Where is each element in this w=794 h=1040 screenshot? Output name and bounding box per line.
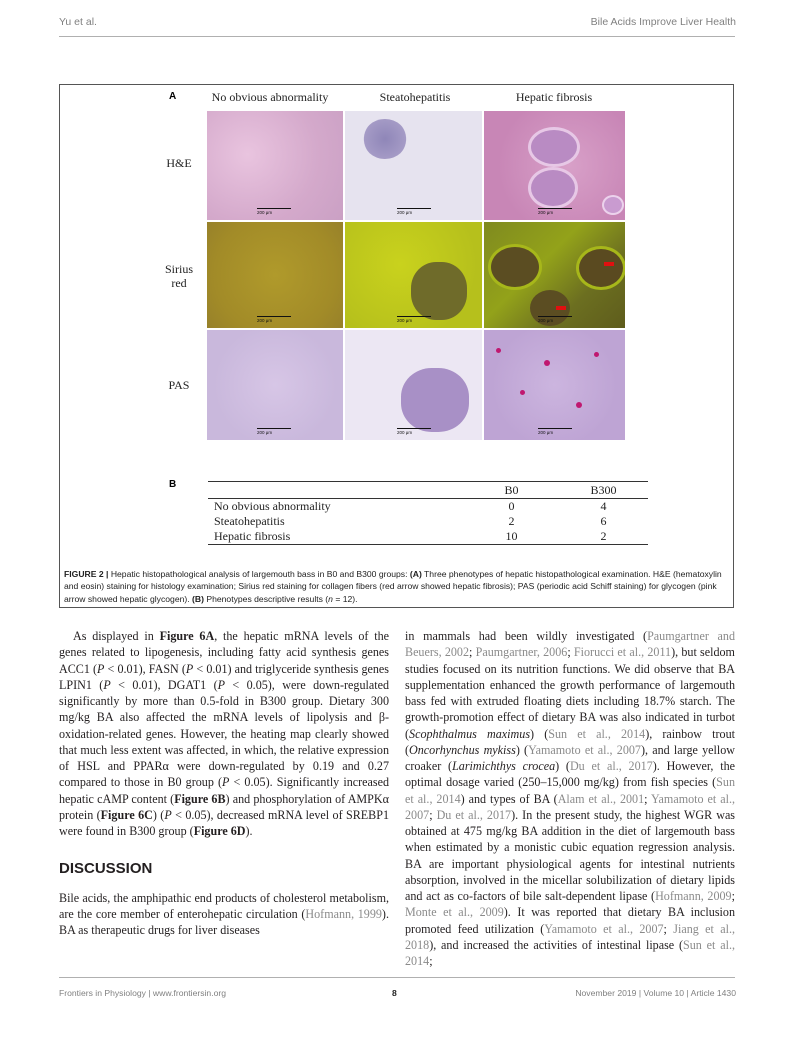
micrograph-pas-fibrosis bbox=[484, 330, 625, 440]
footer-issue: November 2019 | Volume 10 | Article 1430 bbox=[575, 988, 736, 998]
red-arrow-icon bbox=[556, 306, 566, 310]
column-header-steatohepatitis: Steatohepatitis bbox=[379, 90, 451, 104]
citation-link[interactable]: Hofmann, 2009 bbox=[655, 889, 732, 903]
text-run: ) ( bbox=[152, 807, 165, 822]
text-run: P bbox=[222, 775, 230, 790]
text-run: ), and increased the activities of intestinal lipase ( bbox=[429, 937, 684, 952]
scale-bar: 200 μm bbox=[397, 428, 431, 435]
citation-link[interactable]: Alam et al., 2001 bbox=[557, 791, 645, 806]
micrograph-pas-normal bbox=[207, 330, 343, 440]
micrograph-sirius-steatohepatitis bbox=[345, 222, 482, 328]
citation-link[interactable]: Jiang et al., 2018 bbox=[405, 921, 735, 952]
table-row: Steatohepatitis 2 6 bbox=[214, 514, 607, 528]
row-label-he: H&E bbox=[166, 156, 192, 170]
citation-link[interactable]: Yamamoto et al., 2007 bbox=[528, 742, 641, 757]
text-run: P bbox=[103, 677, 111, 692]
text-run: ), rainbow trout ( bbox=[405, 726, 735, 757]
running-header-authors: Yu et al. bbox=[59, 16, 97, 28]
citation-link[interactable]: Yamamoto et al., 2007 bbox=[544, 921, 664, 936]
column-header-fibrosis: Hepatic fibrosis bbox=[515, 90, 593, 104]
text-run: ; bbox=[469, 645, 476, 660]
citation-link[interactable]: Du et al., 2017 bbox=[436, 807, 512, 822]
micrograph-he-normal bbox=[207, 111, 343, 220]
text-run: ) ( bbox=[515, 742, 529, 757]
text-run[interactable]: Figure 6D bbox=[193, 824, 246, 838]
paragraph-results bbox=[59, 628, 389, 839]
text-run: As displayed in bbox=[73, 629, 160, 643]
phenotype-table bbox=[208, 481, 648, 545]
micrograph-pas-steatohepatitis bbox=[345, 330, 482, 440]
text-run: ) ( bbox=[530, 726, 549, 741]
table-header-b300: B300 bbox=[559, 482, 648, 499]
micrograph-he-fibrosis bbox=[484, 111, 625, 220]
text-run[interactable]: Figure 6B bbox=[174, 791, 226, 806]
figure-2-box bbox=[59, 84, 734, 608]
text-run: ) and types of BA ( bbox=[460, 791, 558, 806]
table-header-b0: B0 bbox=[464, 482, 559, 499]
text-run: Scophthalmus maximus bbox=[409, 726, 531, 741]
text-run: ). It was reported that dietary BA inclusion promoted feed utilization ( bbox=[405, 905, 735, 936]
right-column bbox=[405, 628, 735, 969]
citation-link[interactable]: Sun et al., 2014 bbox=[405, 775, 735, 806]
text-run: P bbox=[97, 661, 105, 676]
table-header-row bbox=[208, 482, 648, 499]
citation-link[interactable]: Paumgartner, 2006 bbox=[475, 645, 568, 660]
text-run: , the hepatic mRNA levels of the genes related to lipogenesis, including fatty acid synthesis genes ACC1 ( bbox=[59, 629, 390, 676]
header-rule bbox=[59, 36, 735, 37]
text-run: < 0.05). Significantly increased hepatic cAMP content ( bbox=[59, 775, 389, 806]
citation-link[interactable]: Yamamoto et al., 2007 bbox=[405, 791, 735, 822]
table-row: Hepatic fibrosis 10 2 bbox=[208, 529, 648, 545]
page-number: 8 bbox=[392, 988, 397, 998]
red-arrow-icon bbox=[604, 262, 614, 266]
text-run: < 0.05), decreased mRNA level of SREBP1 were found in B300 group ( bbox=[59, 807, 390, 838]
section-heading-discussion: DISCUSSION bbox=[59, 860, 153, 878]
text-run[interactable]: Figure 6A bbox=[159, 629, 215, 643]
citation-link[interactable]: Hofmann, 1999 bbox=[305, 906, 382, 921]
text-run: Oncorhynchus mykiss bbox=[409, 742, 516, 757]
text-run: P bbox=[164, 807, 172, 822]
text-run: ), but seldom studies focused on its nutrition functions. We did observe that BA supplementation enhanced the growth performance of largemouth bass fed with extruded floating diets including 18.7% starch. The growth-promotion effect of dietary BA was also indicated in turbot ( bbox=[405, 645, 735, 741]
text-run: < 0.01), FASN ( bbox=[104, 661, 186, 676]
text-run: ; bbox=[644, 791, 652, 806]
scale-bar: 200 μm bbox=[257, 428, 291, 435]
text-run: ; bbox=[429, 954, 433, 968]
scale-bar: 200 μm bbox=[538, 428, 572, 435]
figure-caption: FIGURE 2 | Hepatic histopathological analysis of largemouth bass in B0 and B300 groups: (A) Three phenotypes of hepatic histopathological examination. H&E (hematoxylin and eosin) staining for histology examination; Sirius red staining for collagen fibers (red arrow showed hepatic fibrosis); PAS (periodic acid Schiff staining) for glycogen (pink arrow showed hepatic glycogen). (B) Phenotypes descriptive results (n = 12). bbox=[64, 569, 722, 604]
text-run: ). bbox=[245, 824, 253, 838]
left-column bbox=[59, 628, 389, 938]
text-run: ). However, the optimal dosage varied (250–15,000 mg/kg) from fish species ( bbox=[405, 759, 735, 790]
scale-bar: 200 μm bbox=[397, 208, 431, 215]
scale-bar: 200 μm bbox=[538, 208, 572, 215]
citation-link[interactable]: Sun et al., 2014 bbox=[405, 937, 736, 968]
text-run: ; bbox=[429, 807, 437, 822]
text-run: ) and phosphorylation of AMPKα protein ( bbox=[59, 791, 389, 822]
text-run: P bbox=[185, 661, 194, 676]
text-run: ). BA as therapeutic drugs for liver diseases bbox=[59, 906, 389, 937]
row-label-pas: PAS bbox=[168, 378, 190, 392]
row-label-sirius-red: Sirius red bbox=[164, 262, 193, 290]
text-run: < 0.01) and triglyceride synthesis genes LPIN1 ( bbox=[59, 661, 389, 692]
micrograph-sirius-fibrosis bbox=[484, 222, 625, 328]
text-run: ). In the present study, the highest WGR was obtained at 475 mg/kg BA addition in the diet of largemouth bass when estimated by a monistic cubic equation regression analysis. BA are important physiological agents for intestinal nutrients absorption, involved in the micellar solubilization of dietary lipids and act as co-factors of bile salt-dependent lipase ( bbox=[405, 807, 736, 903]
panel-a-label: A bbox=[169, 91, 177, 102]
text-run: ; bbox=[731, 889, 735, 903]
text-run: ; bbox=[567, 645, 574, 660]
footer-journal: Frontiers in Physiology | www.frontiersin.org bbox=[59, 988, 227, 998]
paragraph-discussion bbox=[59, 890, 389, 939]
footer-rule bbox=[59, 977, 735, 978]
text-run: Bile acids, the amphipathic end products of cholesterol metabolism, are the core member of enterohepatic circulation ( bbox=[59, 890, 389, 921]
text-run: < 0.01), DGAT1 ( bbox=[110, 677, 218, 692]
text-run: ; bbox=[663, 921, 674, 936]
micrograph-he-steatohepatitis bbox=[345, 111, 482, 220]
running-header-title: Bile Acids Improve Liver Health bbox=[590, 16, 736, 28]
text-run: ), and large yellow croaker ( bbox=[405, 742, 736, 773]
text-run: < 0.05), were down-regulated significantly by more than 0.5-fold in B300 group. Dietary 300 mg/kg BA also affected the mRNA levels of lipolysis and β-oxidation-related genes. However, the heating map clearly showed that much less extent was affected, in which, the relative expression of HSL and PPARα were down-regulated by 0.19 and 0.27 compared to those in B0 group ( bbox=[59, 677, 389, 790]
text-run: ) ( bbox=[555, 759, 570, 773]
panel-b-label: B bbox=[169, 479, 177, 490]
scale-bar: 200 μm bbox=[538, 316, 572, 323]
citation-link[interactable]: Du et al., 2017 bbox=[569, 759, 653, 773]
column-header-normal: No obvious abnormality bbox=[211, 90, 329, 104]
citation-link[interactable]: Paumgartner and Beuers, 2002 bbox=[405, 629, 735, 660]
scale-bar: 200 μm bbox=[257, 208, 291, 215]
micrograph-sirius-normal bbox=[207, 222, 343, 328]
table-row: No obvious abnormality 0 4 bbox=[214, 499, 607, 513]
text-run: in mammals had been wildly investigated ( bbox=[405, 629, 648, 643]
text-run: P bbox=[217, 677, 226, 692]
citation-link[interactable]: Fiorucci et al., 2011 bbox=[573, 645, 672, 660]
scale-bar: 200 μm bbox=[257, 316, 291, 323]
scale-bar: 200 μm bbox=[397, 316, 431, 323]
text-run: Larimichthys crocea bbox=[452, 759, 556, 773]
text-run[interactable]: Figure 6C bbox=[100, 807, 153, 822]
citation-link[interactable]: Sun et al., 2014 bbox=[548, 726, 646, 741]
citation-link[interactable]: Monte et al., 2009 bbox=[405, 905, 504, 920]
paragraph-discussion-continued bbox=[405, 628, 735, 969]
